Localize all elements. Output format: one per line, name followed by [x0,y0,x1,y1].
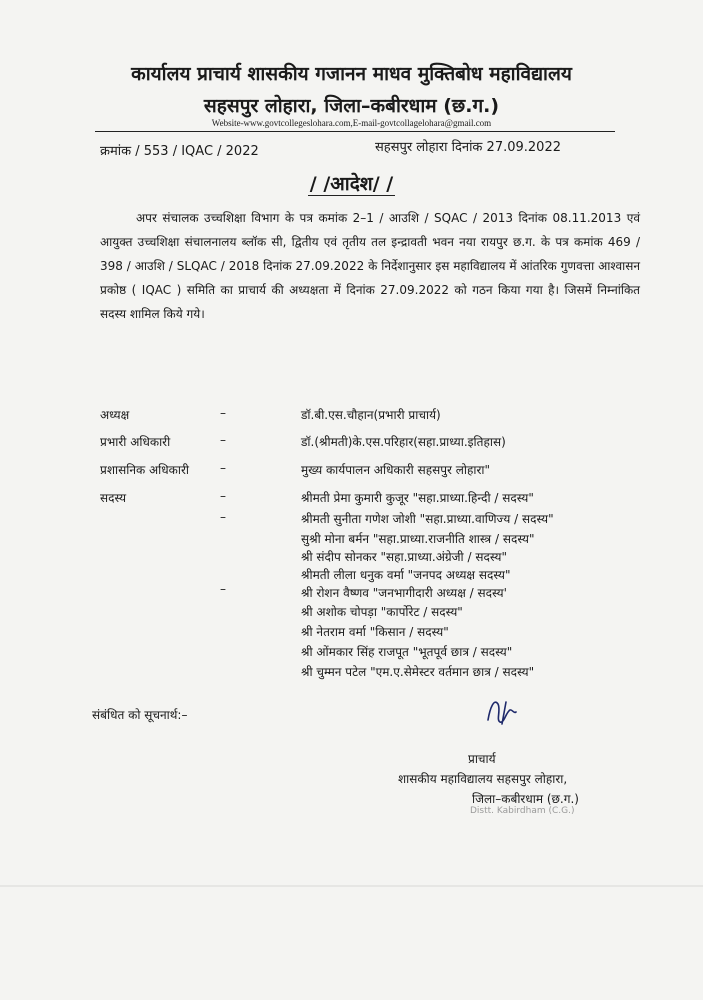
office-header-line2: सहसपुर लोहारा, जिला–कबीरधाम (छ.ग.) [203,95,500,117]
signatory-institution: शासकीय महाविद्यालय सहसपुर लोहारा, [398,772,568,786]
member-item: श्री अशोक चोपड़ा "कार्पोरेट / सदस्य" [301,605,463,619]
role-dash: – [220,582,226,596]
office-header-line1: कार्यालय प्राचार्य शासकीय गजानन माधव मुक्तिबोध महाविद्यालय [131,63,572,85]
member-item: श्रीमती लीला धनुक वर्मा "जनपद अध्यक्ष सदस्य" [301,568,511,582]
member-item: श्री रोशन वैष्णव "जनभागीदारी अध्यक्ष / सदस्य' [301,586,507,600]
place-date: सहसपुर लोहारा दिनांक 27.09.2022 [375,140,561,155]
role-label: प्रशासनिक अधिकारी [100,463,190,477]
member-item: सुश्री मोना बर्मन "सहा.प्राध्या.राजनीति शास्त्र / सदस्य" [301,532,535,546]
role-label: अध्यक्ष [100,408,130,422]
role-dash: – [220,406,226,420]
reference-number: क्रमांक / 553 / IQAC / 2022 [100,144,259,159]
role-label: प्रभारी अधिकारी [100,435,171,449]
header-rule [95,131,615,132]
signatory-designation: प्राचार्य [468,752,496,766]
order-title-text: / /आदेश/ / [309,173,394,195]
role-value: मुख्य कार्यपालन अधिकारी सहसपुर लोहारा" [301,463,490,477]
role-dash: – [220,461,226,475]
paper-fold-line [0,885,703,887]
member-item: श्रीमती प्रेमा कुमारी कुजूर "सहा.प्राध्या.हिन्दी / सदस्य" [301,491,534,505]
role-dash: – [220,510,226,524]
member-item: श्री संदीप सोनकर "सहा.प्राध्या.अंग्रेजी / सदस्य" [301,550,507,564]
role-dash: – [220,489,226,503]
order-title [0,170,703,196]
faint-seal-text: Distt. Kabirdham (C.G.) [470,806,575,816]
copy-to-label: संबंधित को सूचनार्थ:– [92,708,188,722]
member-item: श्री चुम्मन पटेल "एम.ए.सेमेस्टर वर्तमान छात्र / सदस्य" [301,665,535,679]
member-item: श्री ओंमकार सिंह राजपूत "भूतपूर्व छात्र / सदस्य" [301,645,513,659]
order-body-paragraph: अपर संचालक उच्चशिक्षा विभाग के पत्र कमांक 2–1 / आउशि / SQAC / 2013 दिनांक 08.11.2013 एवं आयुक्त उच्चशिक्षा संचालनालय ब्लॉक सी, द्वितीय एवं तृतीय तल इन्द्रावती भवन नया रायपुर छ.ग. के पत्र कमांक 469 / 398 / आउशि / SLQAC / 2018 दिनांक 27.09.2022 के निर्देशानुसार इस महाविद्यालय में आंतरिक गुणवत्ता आश्वासन प्रकोष्ठ ( IQAC ) समिति का प्राचार्य की अध्यक्षता में दिनांक 27.09.2022 को गठन किया गया है। जिसमें निम्नांकित सदस्य शामिल किये गये। [100,211,640,321]
role-label: सदस्य [100,491,127,505]
role-dash: – [220,433,226,447]
website-email: Website-www.govtcollegeslohara.com,E-mail-govtcollagelohara@gmail.com [211,118,492,128]
signature-mark [482,690,522,730]
signatory-district: जिला–कबीरधाम (छ.ग.) [472,792,579,806]
member-item: श्री नेतराम वर्मा "किसान / सदस्य" [301,625,449,639]
role-value: डॉ.(श्रीमती)के.एस.परिहार(सहा.प्राध्या.इतिहास) [301,435,506,449]
member-item: श्रीमती सुनीता गणेश जोशी "सहा.प्राध्या.वाणिज्य / सदस्य" [301,512,554,526]
role-value: डॉ.बी.एस.चौहान(प्रभारी प्राचार्य) [301,408,441,422]
